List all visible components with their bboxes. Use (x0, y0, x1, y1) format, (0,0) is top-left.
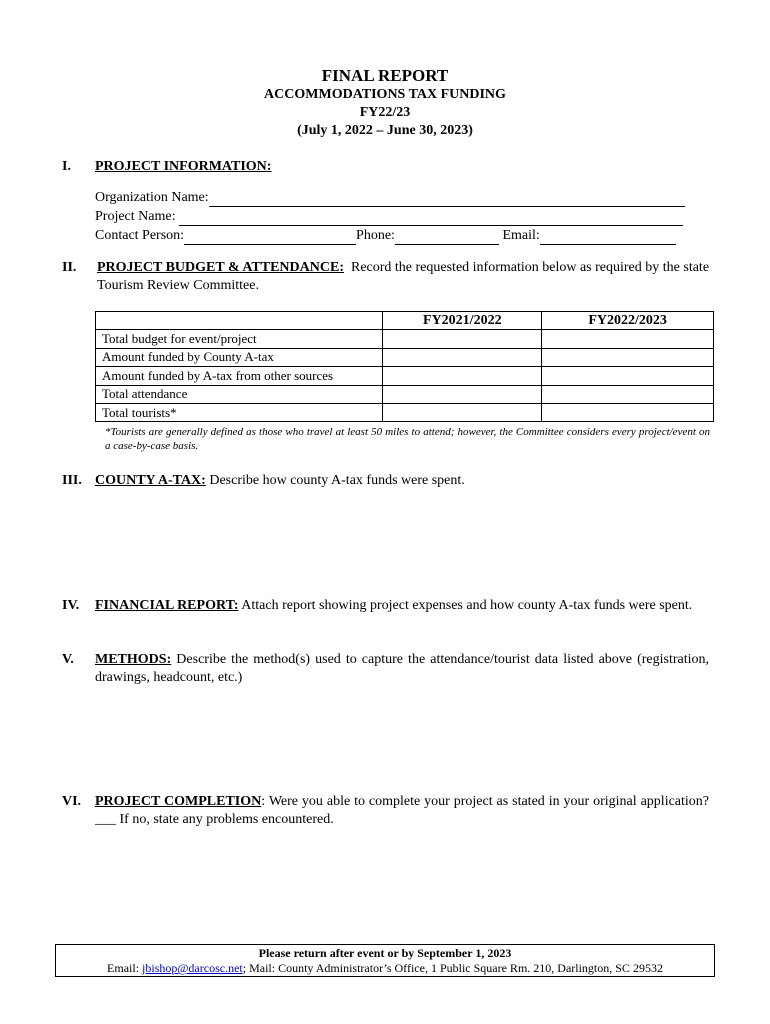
email-link[interactable]: jbishop@darcosc.net (142, 961, 243, 975)
project-name-field (95, 207, 709, 226)
section-financial-report (62, 597, 712, 637)
project-name-blank[interactable] (179, 212, 683, 226)
section-budget-attendance (62, 259, 712, 299)
email-blank[interactable] (540, 231, 676, 245)
cell-fy2022[interactable] (542, 385, 714, 403)
return-instructions-box (55, 944, 715, 977)
contact-line (56, 961, 714, 976)
contact-field (95, 226, 709, 245)
cell-fy2022[interactable] (542, 330, 714, 348)
section-numeral: I. (62, 159, 71, 174)
row-label: Amount funded by A-tax from other sources (96, 367, 383, 385)
project-name-label: Project Name: (95, 209, 179, 224)
section-text: Attach report showing project expenses and how county A-tax funds were spent. (238, 598, 693, 613)
section-heading: FINANCIAL REPORT: (95, 598, 239, 613)
contact-person-label: Contact Person: (95, 228, 185, 243)
report-subtitle: ACCOMMODATIONS TAX FUNDING (264, 87, 506, 102)
cell-fy2021[interactable] (383, 403, 542, 421)
section-numeral: IV. (62, 598, 80, 613)
cell-fy2021[interactable] (383, 348, 542, 366)
fiscal-year: FY22/23 (359, 105, 411, 120)
email-prefix: Email: (107, 961, 143, 975)
report-header (0, 66, 770, 140)
section-numeral: II. (62, 260, 77, 275)
report-title: FINAL REPORT (321, 66, 449, 85)
section-heading: COUNTY A-TAX: (95, 473, 206, 488)
section-text: Describe how county A-tax funds were spent. (205, 473, 465, 488)
table-row (96, 403, 714, 421)
row-label: Total budget for event/project (96, 330, 383, 348)
section-text: Record the requested information below as required by the state Tourism Review Committee. (97, 260, 713, 293)
table-row (96, 385, 714, 403)
mail-address: ; Mail: County Administrator’s Office, 1 Public Square Rm. 210, Darlington, SC 29532 (242, 961, 663, 975)
table-row (96, 367, 714, 385)
table-row (96, 348, 714, 366)
cell-fy2021[interactable] (383, 367, 542, 385)
organization-name-field (95, 188, 709, 207)
section-numeral: VI. (62, 794, 82, 809)
section-text: Describe the method(s) used to capture the attendance/tourist data listed above (registration, drawings, headcount, etc.) (95, 652, 713, 685)
section-heading: PROJECT BUDGET & ATTENDANCE: (97, 260, 344, 275)
cell-fy2022[interactable] (542, 367, 714, 385)
phone-blank[interactable] (395, 231, 499, 245)
section-heading: METHODS: (95, 652, 172, 667)
section-numeral: III. (62, 473, 82, 488)
return-deadline: Please return after event or by September 1, 2023 (258, 946, 512, 960)
cell-fy2022[interactable] (542, 403, 714, 421)
section-methods (62, 651, 712, 691)
date-range: (July 1, 2022 – June 30, 2023) (297, 123, 473, 138)
column-header-fy2022: FY2022/2023 (542, 312, 714, 330)
budget-table (95, 311, 714, 422)
table-header-row (96, 312, 714, 330)
contact-person-blank[interactable] (184, 231, 356, 245)
phone-label: Phone: (356, 228, 395, 243)
section-project-completion (62, 793, 712, 833)
row-label: Amount funded by County A-tax (96, 348, 383, 366)
cell-fy2022[interactable] (542, 348, 714, 366)
section-project-information (62, 158, 712, 248)
section-county-atax (62, 472, 712, 492)
email-label: Email: (498, 228, 540, 243)
table-row (96, 330, 714, 348)
section-numeral: V. (62, 652, 74, 667)
organization-name-blank[interactable] (209, 193, 685, 207)
column-header-fy2021: FY2021/2022 (383, 312, 542, 330)
tourist-footnote: *Tourists are generally defined as those who travel at least 50 miles to attend; however, the Committee considers every project/event on a case-by-case basis. (105, 426, 710, 452)
cell-fy2021[interactable] (383, 385, 542, 403)
cell-fy2021[interactable] (383, 330, 542, 348)
section-text: : Were you able to complete your project as stated in your original application?___ If no, state any problems encountered. (95, 794, 710, 827)
section-heading: PROJECT COMPLETION (95, 794, 262, 809)
row-label: Total tourists* (96, 403, 383, 421)
organization-name-label: Organization Name: (95, 190, 209, 205)
section-heading: PROJECT INFORMATION: (95, 159, 272, 174)
row-label: Total attendance (96, 385, 383, 403)
table-header-empty (96, 312, 383, 330)
